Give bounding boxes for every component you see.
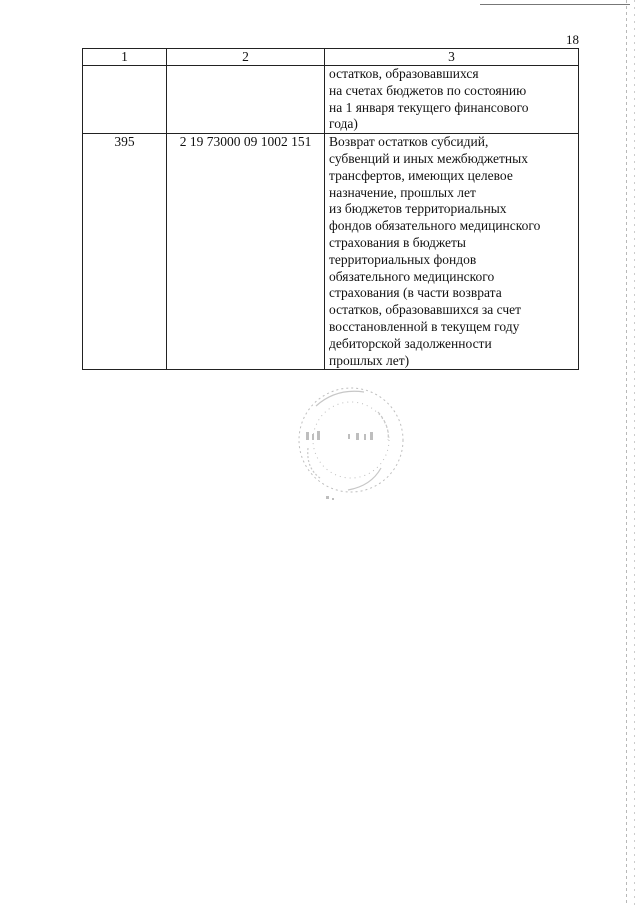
description-line: на 1 января текущего финансового [329,99,529,115]
budget-code-cell [167,66,325,134]
description-line: остатков, образовавшихся [329,66,479,81]
description-line: субвенций и иных межбюджетных [329,150,528,166]
description-line: восстановленной в текущем году [329,318,520,334]
column-header-3: 3 [325,49,579,66]
table-row [83,134,579,370]
row-number-cell [83,66,167,134]
description-line: года) [329,116,358,132]
description-line: прошлых лет) [329,352,410,368]
description-line: территориальных фондов [329,251,477,267]
description-cell [325,134,579,370]
scan-artifact-right-edge [626,0,627,905]
scan-artifact-right-edge-secondary [634,0,635,905]
column-header-2: 2 [167,49,325,66]
scan-artifact-top-rule [480,4,630,5]
description-line: Возврат остатков субсидий, [329,134,489,150]
page-number: 18 [566,32,579,47]
description-line: остатков, образовавшихся за счет [329,302,522,318]
description-line: фондов обязательного медицинского [329,218,541,234]
budget-code-table [82,48,579,370]
description-line: страхования в бюджеты [329,234,467,250]
column-header-1: 1 [83,49,167,66]
description-line: страхования (в части возврата [329,285,502,301]
description-line: назначение, прошлых лет [329,184,476,200]
budget-code-cell: 2 19 73000 09 1002 151 [167,134,325,370]
description-cell [325,66,579,134]
description-line: дебиторской задолженности [329,335,492,351]
description-line: трансфертов, имеющих целевое [329,167,513,183]
faint-seal-stamp-icon [286,378,416,508]
description-line: на счетах бюджетов по состоянию [329,82,527,98]
description-line: из бюджетов территориальных [329,201,507,217]
description-line: обязательного медицинского [329,268,495,284]
table-row [83,66,579,134]
table-header-row [83,49,579,66]
row-number-cell: 395 [83,134,167,370]
